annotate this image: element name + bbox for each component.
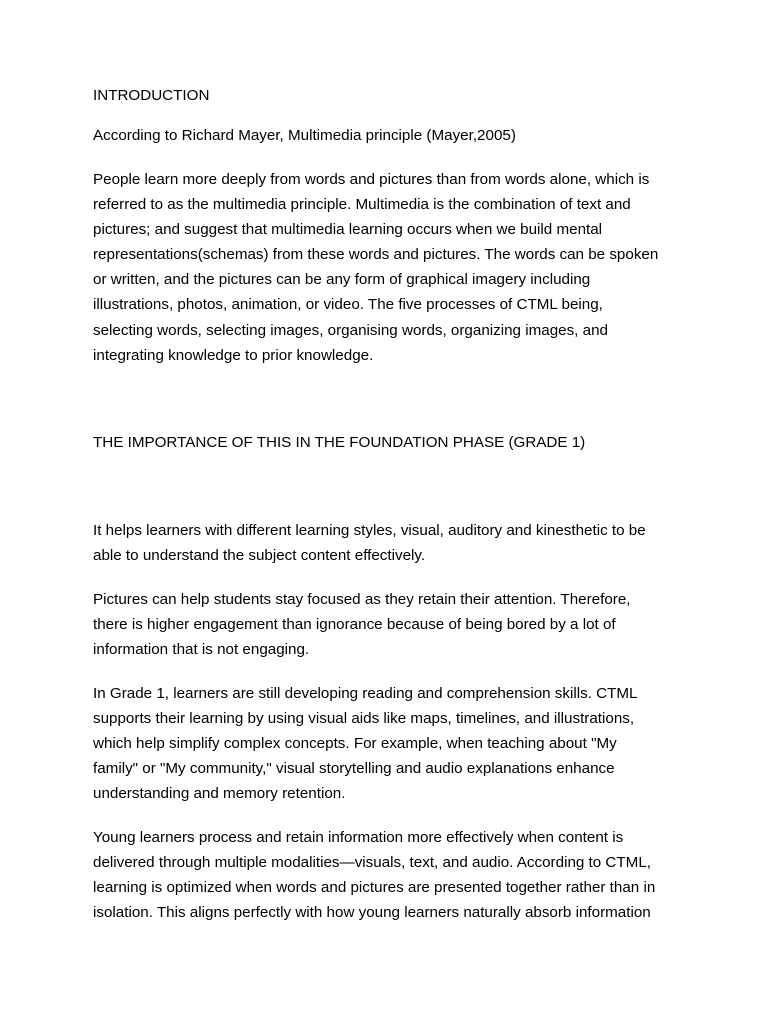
paragraph-line: isolation. This aligns perfectly with how young learners naturally absorb information bbox=[93, 904, 651, 922]
paragraph-line: In Grade 1, learners are still developing reading and comprehension skills. CTML bbox=[93, 685, 638, 702]
paragraph-line: learning is optimized when words and pictures are presented together rather than in bbox=[93, 879, 656, 897]
paragraph-pictures-focus bbox=[93, 587, 678, 662]
paragraph-line: understanding and memory retention. bbox=[93, 785, 346, 803]
paragraph-line: able to understand the subject content effectively. bbox=[93, 547, 426, 565]
paragraph-line: referred to as the multimedia principle. Multimedia is the combination of text and bbox=[93, 196, 631, 214]
paragraph-line: delivered through multiple modalities—visuals, text, and audio. According to CTML, bbox=[93, 854, 651, 872]
paragraph-line: representations(schemas) from these words and pictures. The words can be spoken bbox=[93, 246, 659, 264]
paragraph-multimedia-principle bbox=[93, 167, 678, 368]
paragraph-line: Young learners process and retain information more effectively when content is bbox=[93, 829, 624, 846]
mayer-reference-line: According to Richard Mayer, Multimedia principle (Mayer,2005) bbox=[93, 127, 516, 144]
paragraph-line: information that is not engaging. bbox=[93, 641, 310, 659]
paragraph-line: illustrations, photos, animation, or video. The five processes of CTML being, bbox=[93, 296, 603, 314]
paragraph-line: integrating knowledge to prior knowledge. bbox=[93, 346, 374, 364]
paragraph-line: Pictures can help students stay focused as they retain their attention. Therefore, bbox=[93, 591, 631, 608]
paragraph-grade-1 bbox=[93, 681, 678, 806]
paragraph-line: family" or "My community," visual storytelling and audio explanations enhance bbox=[93, 760, 615, 778]
paragraph-line: pictures; and suggest that multimedia learning occurs when we build mental bbox=[93, 221, 603, 239]
paragraph-line: It helps learners with different learning styles, visual, auditory and kinesthetic to be bbox=[93, 522, 646, 539]
paragraph-young-learners bbox=[93, 825, 678, 925]
paragraph-line: People learn more deeply from words and pictures than from words alone, which is bbox=[93, 171, 650, 188]
heading-importance: THE IMPORTANCE OF THIS IN THE FOUNDATION PHASE (GRADE 1) bbox=[93, 434, 586, 451]
paragraph-line: there is higher engagement than ignorance because of being bored by a lot of bbox=[93, 616, 616, 634]
paragraph-line: or written, and the pictures can be any form of graphical imagery including bbox=[93, 271, 591, 289]
paragraph-learning-styles bbox=[93, 518, 678, 568]
paragraph-line: selecting words, selecting images, organising words, organizing images, and bbox=[93, 321, 608, 339]
heading-introduction: INTRODUCTION bbox=[93, 87, 210, 104]
paragraph-line: which help simplify complex concepts. For example, when teaching about "My bbox=[93, 735, 617, 753]
paragraph-line: supports their learning by using visual aids like maps, timelines, and illustrations, bbox=[93, 710, 635, 728]
